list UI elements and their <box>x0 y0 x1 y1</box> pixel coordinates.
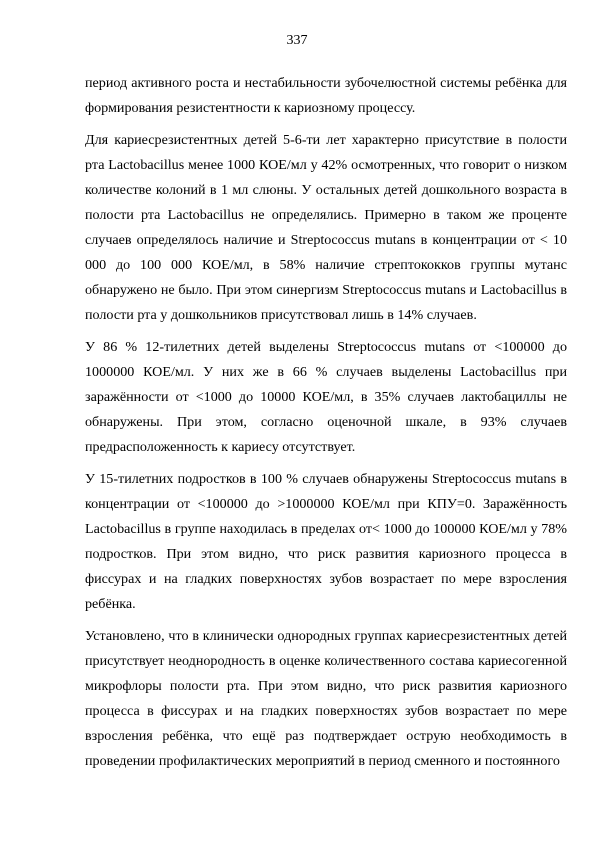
paragraph-5: Установлено, что в клинически однородных группах кариесрезистентных детей присутствует неоднородность в оценке количественного состава кариесогенной микрофлоры полости рта. При этом видно, что риск развития кариозного процесса в фиссурах и на гладких поверхностях зубов возрастает по мере взросления ребёнка, что ещё раз подтверждает острую необходимость в проведении профилактических мероприятий в период сменного и постоянного <box>85 628 567 769</box>
paragraph-4: У 15-тилетних подростков в 100 % случаев обнаружены Streptococcus mutans в концентрации от <100000 до >1000000 КОЕ/мл при КПУ=0. Заражённость Lactobacillus в группе находилась в пределах от< 1000 до 100000 КОЕ/мл у 78% подростков. При этом видно, что риск развития кариозного процесса в фиссурах и на гладких поверхностях зубов возрастает по мере взросления ребёнка. <box>85 471 567 612</box>
body-text <box>85 71 567 774</box>
page-number: 337 <box>286 33 308 48</box>
paragraph-2: Для кариесрезистентных детей 5-6-ти лет характерно присутствие в полости рта Lactobacillus менее 1000 КОЕ/мл у 42% осмотренных, что говорит о низком количестве колоний в 1 мл слюны. У остальных детей дошкольного возраста в полости рта Lactobacillus не определялись. Примерно в таком же проценте случаев определялось наличие и Streptococcus mutans в концентрации от < 10 000 до 100 000 КОЕ/мл, в 58% наличие стрептококков группы мутанс обнаружено не было. При этом синергизм Streptococcus mutans и Lactobacillus в полости рта у дошкольников присутствовал лишь в 14% случаев. <box>85 132 567 323</box>
paragraph-1: период активного роста и нестабильности зубочелюстной системы ребёнка для формирования резистентности к кариозному процессу. <box>85 75 567 116</box>
paragraph-3: У 86 % 12-тилетних детей выделены Streptococcus mutans от <100000 до 1000000 КОЕ/мл. У них же в 66 % случаев выделены Lactobacillus при заражённости от <1000 до 10000 КОЕ/мл, в 35% случаев лактобациллы не обнаружены. При этом, согласно оценочной шкале, в 93% случаев предрасположенность к кариесу отсутствует. <box>85 339 567 455</box>
